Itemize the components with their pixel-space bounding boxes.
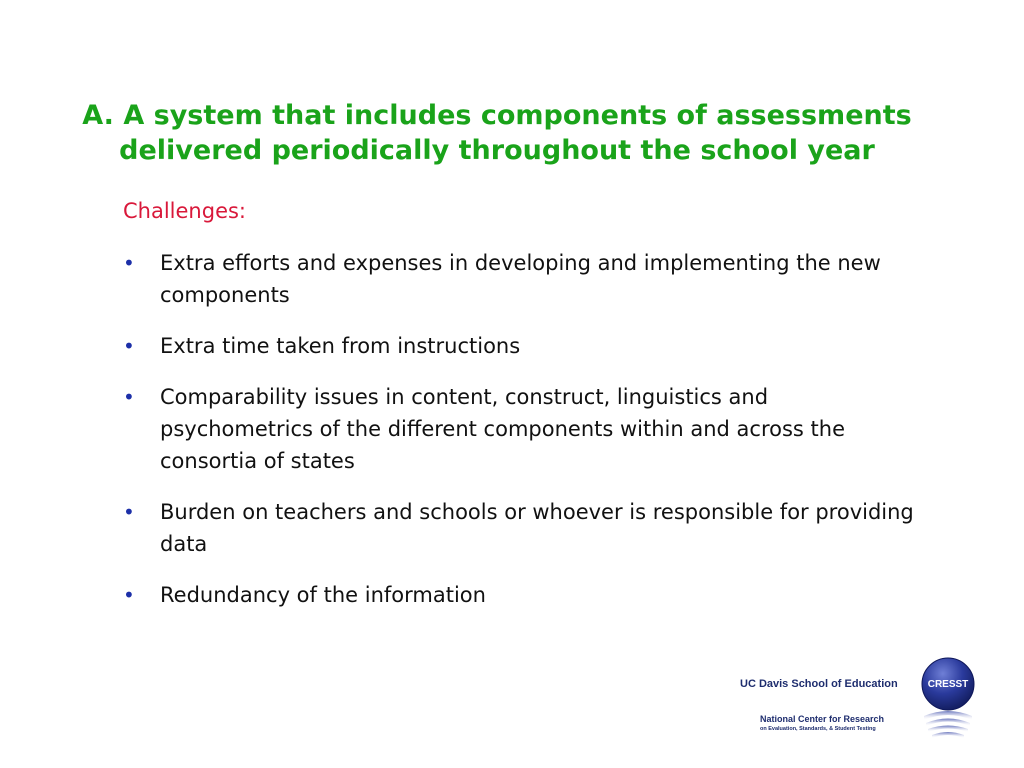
footer-logos <box>730 650 1000 750</box>
cresst-logo-label: CRESST <box>927 679 969 690</box>
list-item-text: Extra time taken from instructions <box>160 334 521 358</box>
bullet-icon: • <box>123 385 135 409</box>
list-item-text: Burden on teachers and schools or whoever is responsible for providing data <box>160 500 914 556</box>
bullet-icon: • <box>123 334 135 358</box>
list-item <box>120 579 920 611</box>
uc-davis-logo-text: UC Davis School of Education <box>740 678 898 690</box>
list-item <box>120 247 920 311</box>
challenges-heading: Challenges: <box>123 199 247 223</box>
list-item <box>120 330 920 362</box>
cresst-logo-icon <box>920 656 976 748</box>
list-item <box>120 496 920 560</box>
bullet-icon: • <box>123 583 135 607</box>
slide-title-line-1: A. A system that includes components of assessments <box>82 100 912 131</box>
bullet-icon: • <box>123 500 135 524</box>
slide-title <box>60 98 934 168</box>
challenges-list <box>120 247 920 630</box>
slide-title-line-2: delivered periodically throughout the school year <box>119 135 875 166</box>
list-item-text: Extra efforts and expenses in developing and implementing the new components <box>160 251 881 307</box>
list-item <box>120 381 920 477</box>
list-item-text: Comparability issues in content, construct, linguistics and psychometrics of the different components within and across the consortia of states <box>160 385 845 473</box>
list-item-text: Redundancy of the information <box>160 583 486 607</box>
ncr-logo-subtext: on Evaluation, Standards, & Student Testing <box>760 726 876 732</box>
bullet-icon: • <box>123 251 135 275</box>
ncr-logo-text: National Center for Research <box>760 714 885 724</box>
